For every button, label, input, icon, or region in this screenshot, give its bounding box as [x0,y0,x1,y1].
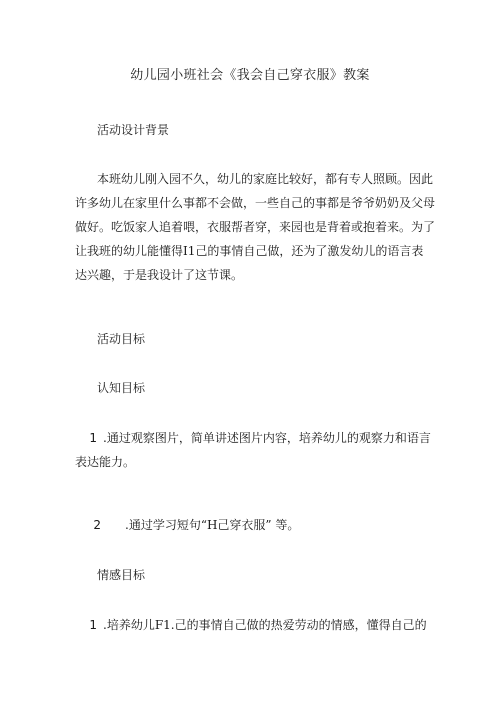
heading-emotion: 情感目标 [97,568,146,582]
list-text: .通过学习短句“H己穿衣服” 等。 [125,518,300,532]
emotion-item-1 [75,613,435,637]
cognitive-item-1 [75,426,435,474]
heading-cognitive: 认知目标 [97,381,146,395]
list-number: 2 [93,518,101,532]
cognitive-item-2 [75,513,435,537]
heading-goals: 活动目标 [97,332,146,346]
paragraph-background [75,167,435,287]
document-title: 幼儿园小班社会《我会自己穿衣服》教案 [130,68,370,83]
list-text: .培养幼儿F1.己的事情自己做的热爱劳动的情感，懂得自己的 [103,618,427,632]
list-text: .通过观察图片，简单讲述图片内容，培养幼儿的观察力和语言表达能力。 [75,431,431,469]
paragraph-background-text: 本班幼儿刚入园不久，幼儿的家庭比较好，都有专人照顾。因此许多幼儿在家里什么事都不会做，一些自己的事都是爷爷奶奶及父母做好。吃饭家人追着喂，衣服帮者穿，来园也是背着或抱着来。为了让我班的幼儿能懂得I1己的事情自己做，还为了激发幼儿的语言表达兴趣，于是我设计了这节课。 [75,172,436,282]
heading-background: 活动设计背景 [97,123,170,137]
list-number: 1 [89,618,97,632]
list-number: 1 [89,431,97,445]
